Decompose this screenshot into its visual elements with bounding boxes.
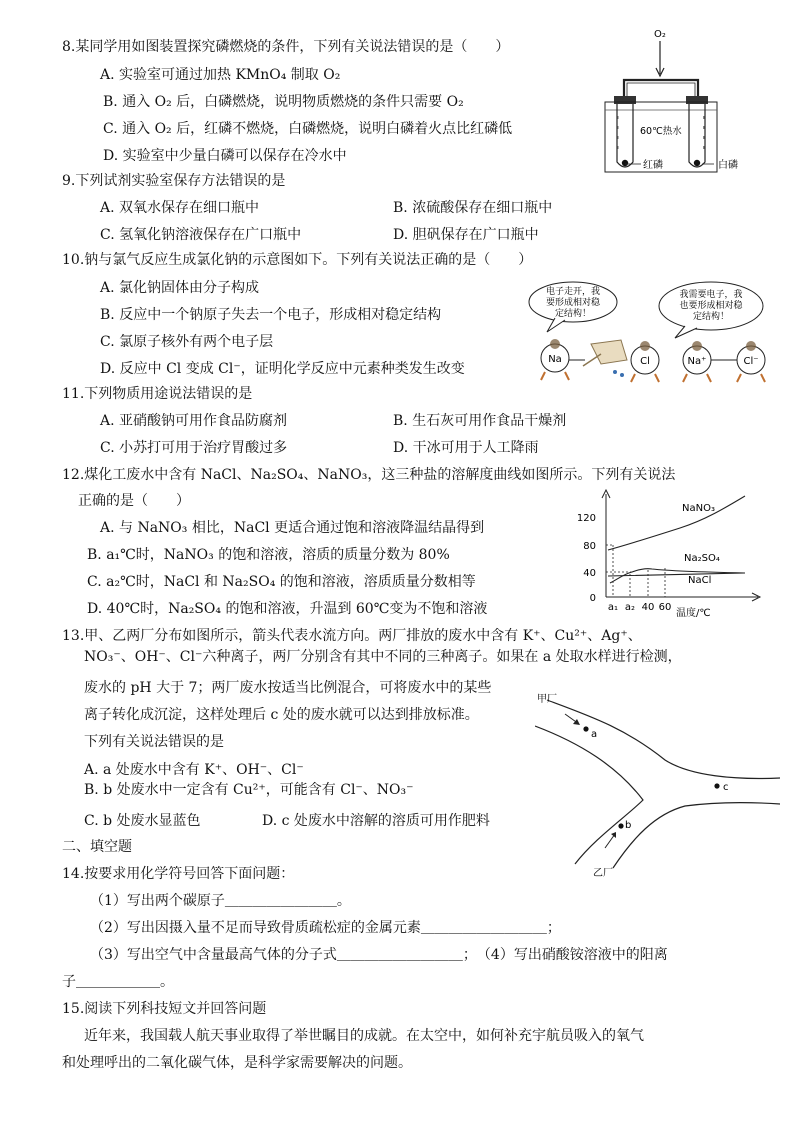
q15-paragraph-line1: 近年来，我国载人航天事业取得了举世瞩目的成就。在太空中，如何补充宇航员吸入的氧气 <box>84 1028 644 1044</box>
q10-stem: 10.钠与氯气反应生成氯化钠的示意图如下。下列有关说法正确的是（ ） <box>62 252 533 268</box>
red-phosphorus-label: 红磷 <box>643 160 663 171</box>
q8-stem: 8.某同学用如图装置探究磷燃烧的条件，下列有关说法错误的是（ ） <box>62 39 510 55</box>
q8-option-d: D. 实验室中少量白磷可以保存在冷水中 <box>103 148 347 164</box>
q13-option-d: D. c 处废水中溶解的溶质可用作肥料 <box>262 813 490 829</box>
ytick-0: 0 <box>589 593 596 604</box>
bubble2-line2: 也要形成相对稳 <box>679 301 743 311</box>
bubble2-line1: 我需要电子，我 <box>679 290 743 300</box>
q12-option-d: D. 40℃时，Na₂SO₄ 的饱和溶液，升温到 60℃变为不饱和溶液 <box>87 601 488 617</box>
q9-option-a: A. 双氧水保存在细口瓶中 <box>100 200 260 216</box>
point-a <box>583 726 588 731</box>
left-test-tube <box>617 104 633 167</box>
o2-label: O₂ <box>654 29 666 40</box>
sodium-chlorine-cartoon <box>525 280 785 385</box>
q10-option-a: A. 氯化钠固体由分子构成 <box>100 280 260 296</box>
bubble2-line3: 定结构！ <box>692 312 730 322</box>
ytick-80: 80 <box>583 541 596 552</box>
ytick-40: 40 <box>583 568 596 579</box>
q10-option-d: D. 反应中 Cl 变成 Cl⁻，证明化学反应中元素种类发生改变 <box>100 361 465 377</box>
q13-stem-line4: 离子转化成沉淀，这样处理后 c 处的废水就可以达到排放标准。 <box>84 707 479 723</box>
q13-stem-line2: NO₃⁻、OH⁻、Cl⁻六种离子，两厂分别含有其中不同的三种离子。如果在 a 处取水样进行检测， <box>84 649 682 665</box>
q12-option-b: B. a₁℃时，NaNO₃ 的饱和溶液，溶质的质量分数为 80% <box>87 547 450 563</box>
point-b <box>618 823 623 828</box>
xtick-a1: a₁ <box>607 602 619 613</box>
q11-stem: 11.下列物质用途说法错误的是 <box>62 386 253 402</box>
point-c-label: c <box>723 782 729 793</box>
q14-stem: 14.按要求用化学符号回答下面问题： <box>62 866 295 882</box>
red-phosphorus <box>622 160 628 166</box>
xtick-40: 40 <box>641 602 655 613</box>
q9-option-d: D. 胆矾保存在广口瓶中 <box>393 227 539 243</box>
point-c <box>714 783 719 788</box>
x-axis-label: 温度/℃ <box>676 608 711 619</box>
q8-option-b: B. 通入 O₂ 后，白磷燃烧，说明物质燃烧的条件只需要 O₂ <box>103 94 464 110</box>
nacl-label: NaCl <box>688 575 712 586</box>
q10-option-c: C. 氯原子核外有两个电子层 <box>100 334 274 350</box>
right-test-tube <box>689 104 705 167</box>
xtick-60: 60 <box>658 602 672 613</box>
river-factory-figure <box>535 688 785 880</box>
nano3-label: NaNO₃ <box>682 503 715 514</box>
q14-part1: （1）写出两个碳原子＿＿＿＿＿＿＿＿。 <box>90 893 351 909</box>
cl-ion-label: Cl⁻ <box>743 356 759 367</box>
q12-option-c: C. a₂℃时，NaCl 和 Na₂SO₄ 的饱和溶液，溶质质量分数相等 <box>87 574 476 590</box>
q14-part2: （2）写出因摄入量不足而导致骨质疏松症的金属元素＿＿＿＿＿＿＿＿＿； <box>90 920 561 936</box>
q14-part4: 子＿＿＿＿＿＿。 <box>62 974 174 990</box>
point-b-label: b <box>625 820 632 831</box>
q11-option-b: B. 生石灰可用作食品干燥剂 <box>393 413 567 429</box>
solubility-curve-figure <box>560 484 776 622</box>
white-phosphorus-label: 白磷 <box>718 160 738 171</box>
hot-water-label: 60℃热水 <box>640 126 682 137</box>
q8-option-a: A. 实验室可通过加热 KMnO₄ 制取 O₂ <box>100 67 341 83</box>
cl-label: Cl <box>640 356 650 367</box>
q9-option-b: B. 浓硫酸保存在细口瓶中 <box>393 200 553 216</box>
plant-a-label: 甲厂 <box>537 694 557 705</box>
na-ion-label: Na⁺ <box>687 356 707 367</box>
q15-paragraph-line2: 和处理呼出的二氧化碳气体，是科学家需要解决的问题。 <box>62 1055 412 1071</box>
q11-option-c: C. 小苏打可用于治疗胃酸过多 <box>100 440 288 456</box>
xtick-a2: a₂ <box>624 602 636 613</box>
q13-option-a: A. a 处废水中含有 K⁺、OH⁻、Cl⁻ <box>84 762 304 778</box>
right-stopper <box>686 96 708 104</box>
bubble1-line2: 要形成相对稳 <box>545 298 601 308</box>
point-a-label: a <box>591 729 598 740</box>
q13-option-b: B. b 处废水中一定含有 Cu²⁺，可能含有 Cl⁻、NO₃⁻ <box>84 782 414 798</box>
section-fill-in-title: 二、填空题 <box>62 839 132 855</box>
q13-stem-line1: 13.甲、乙两厂分布如图所示，箭头代表水流方向。两厂排放的废水中含有 K⁺、Cu²⁺、Ag⁺、 <box>62 628 642 644</box>
river-upper-bank <box>547 700 780 778</box>
q14-part3: （3）写出空气中含量最高气体的分子式＿＿＿＿＿＿＿＿＿； （4）写出硝酸铵溶液中的阳离 <box>90 947 668 963</box>
bubble1-line1: 电子走开，我 <box>545 287 601 297</box>
q11-option-d: D. 干冰可用于人工降雨 <box>393 440 539 456</box>
q10-option-b: B. 反应中一个钠原子失去一个电子，形成相对稳定结构 <box>100 307 442 323</box>
q13-stem-line3: 废水的 pH 大于 7；两厂废水按适当比例混合，可将废水中的某些 <box>84 680 492 696</box>
na2so4-label: Na₂SO₄ <box>684 553 720 564</box>
nano3-curve <box>608 496 745 550</box>
q12-stem-line1: 12.煤化工废水中含有 NaCl、Na₂SO₄、NaNO₃，这三种盐的溶解度曲线如图所示。下列有关说法 <box>62 467 676 483</box>
q13-option-c: C. b 处废水显蓝色 <box>84 813 201 829</box>
ytick-120: 120 <box>576 513 596 524</box>
q12-stem-line2: 正确的是（ ） <box>78 493 190 509</box>
q9-stem: 9.下列试剂实验室保存方法错误的是 <box>62 173 286 189</box>
river-lower-bank <box>613 803 780 868</box>
q15-stem: 15.阅读下列科技短文并回答问题 <box>62 1001 267 1017</box>
white-phosphorus <box>694 160 700 166</box>
left-stopper <box>614 96 636 104</box>
na-label: Na <box>548 354 562 365</box>
q11-option-a: A. 亚硝酸钠可用作食品防腐剂 <box>100 413 288 429</box>
bubble1-line3: 定结构！ <box>554 309 592 319</box>
q8-option-c: C. 通入 O₂ 后，红磷不燃烧，白磷燃烧，说明白磷着火点比红磷低 <box>103 121 513 137</box>
q9-option-c: C. 氢氧化钠溶液保存在广口瓶中 <box>100 227 302 243</box>
q12-option-a: A. 与 NaNO₃ 相比，NaCl 更适合通过饱和溶液降温结晶得到 <box>100 520 485 536</box>
phosphorus-apparatus-figure <box>590 26 790 182</box>
river-left-bank <box>535 726 643 864</box>
q13-stem-line5: 下列有关说法错误的是 <box>84 734 224 750</box>
plant-b-label: 乙厂 <box>593 868 613 879</box>
electron-net <box>591 340 627 364</box>
